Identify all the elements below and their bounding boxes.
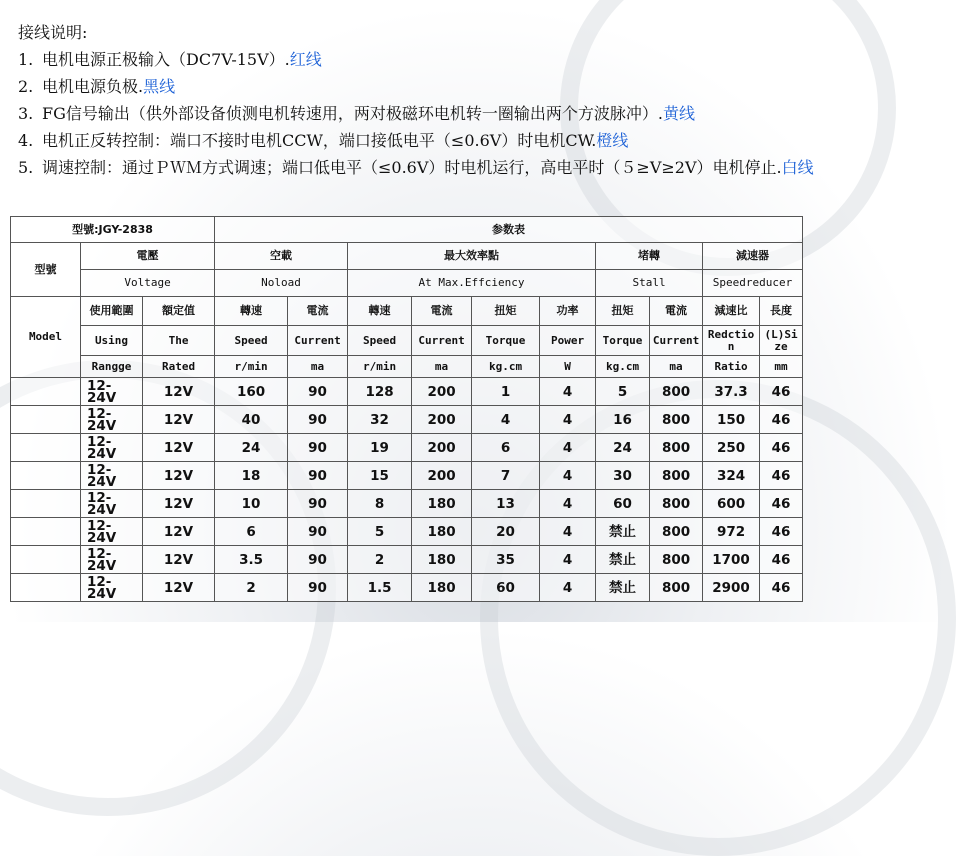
model-cell: [11, 546, 81, 574]
unit-cell: ma: [288, 356, 348, 378]
table-cell: 180: [412, 574, 472, 602]
table-cell: 4: [540, 546, 596, 574]
model-cell: [11, 518, 81, 546]
table-cell: 90: [288, 490, 348, 518]
table-cell: 12-24V: [81, 574, 143, 602]
maxeff-header-en: At Max.Effciency: [348, 270, 596, 297]
table-row: [11, 406, 803, 434]
table-cell: 禁止: [596, 546, 650, 574]
unit-cell: kg.cm: [596, 356, 650, 378]
unit-cell: r/min: [348, 356, 412, 378]
table-cell: 30: [596, 462, 650, 490]
wire-color: 白线: [781, 158, 814, 177]
table-cell: 800: [650, 518, 703, 546]
noload-header: 空載: [215, 243, 348, 270]
table-cell: 90: [288, 406, 348, 434]
column-header: 長度: [760, 297, 803, 326]
model-cell: [11, 490, 81, 518]
table-cell: 12-24V: [81, 518, 143, 546]
table-cell: 18: [215, 462, 288, 490]
table-row: [11, 462, 803, 490]
noload-header-en: Noload: [215, 270, 348, 297]
column-header: 轉速: [348, 297, 412, 326]
column-header: 額定值: [143, 297, 215, 326]
table-cell: 5: [596, 378, 650, 406]
column-header: 電流: [650, 297, 703, 326]
table-cell: 12V: [143, 378, 215, 406]
table-cell: 800: [650, 490, 703, 518]
column-header: 扭矩: [596, 297, 650, 326]
table-row: [11, 490, 803, 518]
reducer-header: 減速器: [703, 243, 803, 270]
group-en-row: [11, 270, 803, 297]
unit-cell: kg.cm: [472, 356, 540, 378]
data-rows: [11, 378, 803, 602]
table-cell: 35: [472, 546, 540, 574]
table-row: [11, 378, 803, 406]
table-cell: 12V: [143, 546, 215, 574]
column-header-en: Speed: [348, 326, 412, 356]
wiring-item: 3. FG信号输出（供外部设备侦测电机转速用，两对极磁环电机转一圈输出两个方波脉冲）.黄线: [18, 104, 695, 123]
table-cell: 12V: [143, 462, 215, 490]
table-cell: 800: [650, 434, 703, 462]
unit-cell: Rated: [143, 356, 215, 378]
table-cell: 160: [215, 378, 288, 406]
table-cell: 4: [540, 574, 596, 602]
table-cell: 3.5: [215, 546, 288, 574]
table-cell: 46: [760, 462, 803, 490]
table-cell: 12-24V: [81, 546, 143, 574]
table-cell: 20: [472, 518, 540, 546]
table-cell: 90: [288, 378, 348, 406]
table-cell: 10: [215, 490, 288, 518]
table-cell: 12V: [143, 574, 215, 602]
column-header-en: Using: [81, 326, 143, 356]
table-cell: 200: [412, 378, 472, 406]
table-cell: 324: [703, 462, 760, 490]
column-header: 扭矩: [472, 297, 540, 326]
wiring-title: 接线说明:: [18, 23, 88, 42]
table-cell: 60: [596, 490, 650, 518]
table-cell: 180: [412, 546, 472, 574]
table-title-row: [11, 217, 803, 243]
column-header-en: Current: [288, 326, 348, 356]
table-cell: 2: [348, 546, 412, 574]
table-cell: 12-24V: [81, 378, 143, 406]
unit-cell: Ratio: [703, 356, 760, 378]
table-cell: 4: [540, 518, 596, 546]
group-cn-row: [11, 243, 803, 270]
table-cell: 800: [650, 378, 703, 406]
table-cell: 4: [540, 490, 596, 518]
model-cell: [11, 406, 81, 434]
table-cell: 40: [215, 406, 288, 434]
spec-table: [10, 216, 803, 602]
table-cell: 5: [348, 518, 412, 546]
wire-color: 黑线: [143, 77, 176, 96]
table-cell: 4: [540, 406, 596, 434]
column-header: 減速比: [703, 297, 760, 326]
model-cell: [11, 462, 81, 490]
table-cell: 32: [348, 406, 412, 434]
table-cell: 37.3: [703, 378, 760, 406]
table-cell: 12-24V: [81, 462, 143, 490]
table-cell: 24: [215, 434, 288, 462]
table-cell: 4: [540, 434, 596, 462]
table-cell: 24: [596, 434, 650, 462]
column-header-en: (L)Si ze: [760, 326, 803, 356]
table-cell: 46: [760, 378, 803, 406]
table-cell: 12V: [143, 434, 215, 462]
model-header-en: Model: [11, 297, 81, 378]
table-cell: 12-24V: [81, 406, 143, 434]
table-cell: 12V: [143, 406, 215, 434]
table-cell: 180: [412, 490, 472, 518]
table-cell: 90: [288, 518, 348, 546]
wiring-item: 4. 电机正反转控制：端口不接时电机CCW，端口接低电平（≤0.6V）时电机CW.橙线: [18, 131, 629, 150]
column-header: 功率: [540, 297, 596, 326]
model-cell: [11, 574, 81, 602]
table-cell: 150: [703, 406, 760, 434]
table-cell: 12V: [143, 490, 215, 518]
table-cell: 7: [472, 462, 540, 490]
table-cell: 1: [472, 378, 540, 406]
table-cell: 200: [412, 406, 472, 434]
table-cell: 禁止: [596, 574, 650, 602]
unit-cell: mm: [760, 356, 803, 378]
maxeff-header: 最大效率點: [348, 243, 596, 270]
table-cell: 200: [412, 462, 472, 490]
table-cell: 800: [650, 462, 703, 490]
column-header: 使用範圍: [81, 297, 143, 326]
sub-cn-row: [11, 297, 803, 326]
table-cell: 15: [348, 462, 412, 490]
table-cell: 2900: [703, 574, 760, 602]
table-cell: 800: [650, 574, 703, 602]
wiring-instructions: [18, 20, 814, 181]
table-cell: 19: [348, 434, 412, 462]
model-cell: [11, 434, 81, 462]
table-cell: 250: [703, 434, 760, 462]
table-cell: 禁止: [596, 518, 650, 546]
table-cell: 6: [215, 518, 288, 546]
table-cell: 90: [288, 434, 348, 462]
table-row: [11, 546, 803, 574]
table-cell: 972: [703, 518, 760, 546]
voltage-header-en: Voltage: [81, 270, 215, 297]
table-cell: 90: [288, 546, 348, 574]
table-cell: 46: [760, 546, 803, 574]
table-cell: 2: [215, 574, 288, 602]
table-cell: 12-24V: [81, 434, 143, 462]
units-row: [11, 356, 803, 378]
table-cell: 13: [472, 490, 540, 518]
table-cell: 128: [348, 378, 412, 406]
table-cell: 46: [760, 406, 803, 434]
unit-cell: ma: [412, 356, 472, 378]
table-cell: 90: [288, 574, 348, 602]
column-header: 轉速: [215, 297, 288, 326]
unit-cell: ma: [650, 356, 703, 378]
unit-cell: r/min: [215, 356, 288, 378]
wiring-item: 5. 调速控制：通过ＰＷＭ方式调速；端口低电平（≤0.6V）时电机运行，高电平时（５≥V≥2V）电机停止.白线: [18, 158, 814, 177]
table-cell: 46: [760, 490, 803, 518]
table-row: [11, 434, 803, 462]
wire-color: 黄线: [662, 104, 695, 123]
table-cell: 180: [412, 518, 472, 546]
table-cell: 8: [348, 490, 412, 518]
model-number-label: 型號:JGY-2838: [11, 217, 215, 243]
table-cell: 90: [288, 462, 348, 490]
table-cell: 600: [703, 490, 760, 518]
table-cell: 1700: [703, 546, 760, 574]
unit-cell: W: [540, 356, 596, 378]
column-header-en: Power: [540, 326, 596, 356]
stall-header: 堵轉: [596, 243, 703, 270]
table-cell: 12V: [143, 518, 215, 546]
column-header-en: The: [143, 326, 215, 356]
wiring-item: 1. 电机电源正极输入（DC7V-15V）.红线: [18, 50, 322, 69]
model-header-cn: 型號: [11, 243, 81, 297]
table-cell: 1.5: [348, 574, 412, 602]
wire-color: 红线: [289, 50, 322, 69]
column-header-en: Redctio n: [703, 326, 760, 356]
column-header-en: Current: [650, 326, 703, 356]
table-cell: 200: [412, 434, 472, 462]
sub-en-row: [11, 326, 803, 356]
table-cell: 4: [472, 406, 540, 434]
param-table-label: 参数表: [215, 217, 803, 243]
voltage-header: 電壓: [81, 243, 215, 270]
table-cell: 46: [760, 434, 803, 462]
table-cell: 4: [540, 462, 596, 490]
column-header: 電流: [288, 297, 348, 326]
table-cell: 60: [472, 574, 540, 602]
table-cell: 12-24V: [81, 490, 143, 518]
column-header: 電流: [412, 297, 472, 326]
column-header-en: Current: [412, 326, 472, 356]
column-header-en: Speed: [215, 326, 288, 356]
table-cell: 16: [596, 406, 650, 434]
table-cell: 6: [472, 434, 540, 462]
table-row: [11, 574, 803, 602]
stall-header-en: Stall: [596, 270, 703, 297]
column-header-en: Torque: [596, 326, 650, 356]
table-cell: 46: [760, 518, 803, 546]
model-cell: [11, 378, 81, 406]
table-cell: 800: [650, 406, 703, 434]
wiring-item: 2. 电机电源负极.黑线: [18, 77, 176, 96]
unit-cell: Rangge: [81, 356, 143, 378]
column-header-en: Torque: [472, 326, 540, 356]
table-row: [11, 518, 803, 546]
table-cell: 46: [760, 574, 803, 602]
reducer-header-en: Speedreducer: [703, 270, 803, 297]
wire-color: 橙线: [596, 131, 629, 150]
table-cell: 800: [650, 546, 703, 574]
table-cell: 4: [540, 378, 596, 406]
